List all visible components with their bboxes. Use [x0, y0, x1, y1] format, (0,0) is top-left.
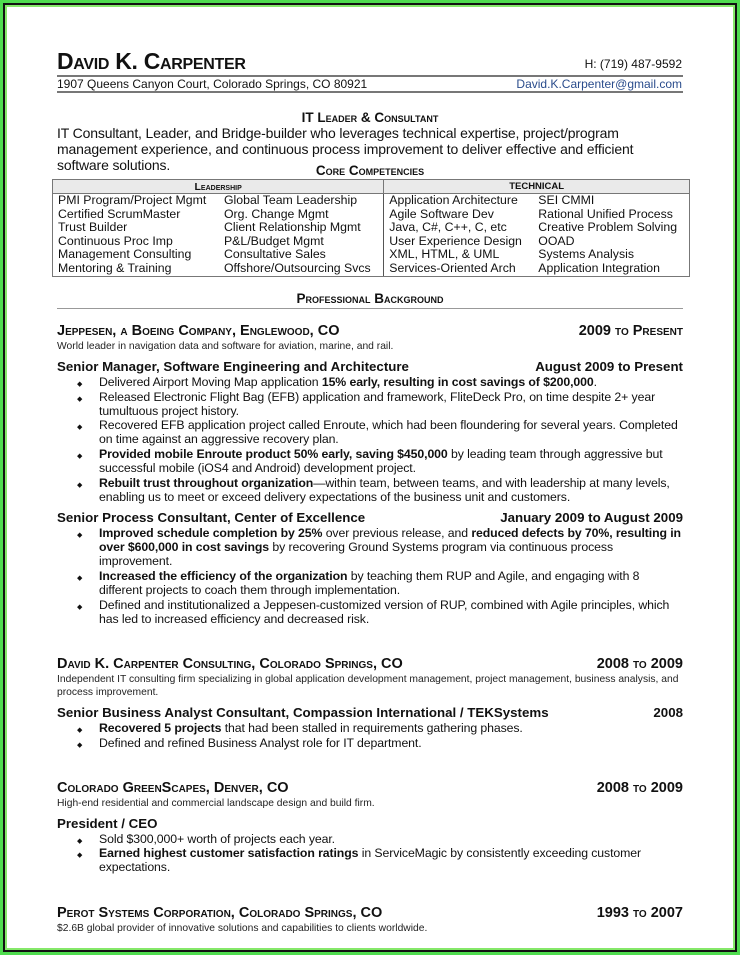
- company-name: Perot Systems Corporation, Colorado Springs, CO: [57, 904, 383, 921]
- role-heading: [57, 816, 683, 832]
- company-name: Jeppesen, a Boeing Company, Englewood, CO: [57, 323, 340, 339]
- bullet-text: Defined and refined Business Analyst role for IT department.: [99, 735, 422, 750]
- competency-item: Certified ScrumMaster: [58, 206, 181, 221]
- bullet-item: [57, 418, 683, 446]
- diamond-bullet-icon: ◆: [77, 741, 83, 749]
- company-dates: 2008 to 2009: [596, 656, 683, 673]
- company-heading: [57, 655, 683, 673]
- bullet-list: [57, 721, 683, 750]
- bullet-text: Delivered Airport Moving Map application: [99, 375, 322, 389]
- competency-item: Management Consulting: [58, 247, 192, 262]
- competency-row: [53, 262, 690, 276]
- role-heading: [57, 359, 683, 375]
- company-name: David K. Carpenter Consulting, Colorado Springs, CO: [57, 656, 403, 673]
- competency-item: Services-Oriented Arch: [384, 262, 534, 276]
- bullet-item: [57, 736, 683, 750]
- bullet-text: Defined and institutionalized a Jeppesen-customized version of RUP, combined with Agile principles, which has led to increased efficiency and decreased risk.: [99, 597, 670, 626]
- bullet-highlight: reduced defects by 70%, resulting in over $600,000 in cost savings: [99, 526, 681, 555]
- role-dates: August 2009 to Present: [535, 359, 683, 374]
- bullet-item: [57, 832, 683, 846]
- competency-item: PMI Program/Project Mgmt: [58, 193, 207, 207]
- competency-item: P&L/Budget Mgmt: [223, 233, 324, 248]
- role-dates: January 2009 to August 2009: [500, 510, 683, 526]
- competency-item: Client Relationship Mgmt: [223, 220, 361, 235]
- bullet-item: [57, 375, 683, 389]
- company-dates: 2008 to 2009: [596, 779, 683, 796]
- phone-number: H: (719) 487-9592: [584, 57, 682, 71]
- bullet-item: [57, 390, 683, 418]
- competency-item: Mentoring & Training: [53, 262, 219, 276]
- company-name: Colorado GreenScapes, Denver, CO: [57, 779, 289, 796]
- bullet-list: [57, 375, 683, 504]
- diamond-bullet-icon: ◆: [77, 603, 83, 611]
- role-heading: [57, 510, 683, 526]
- role-title: Senior Business Analyst Consultant, Compassion International / TEKSystems: [57, 705, 549, 721]
- competency-row: [53, 235, 690, 249]
- company-description: World leader in navigation data and software for aviation, marine, and rail.: [57, 341, 394, 352]
- job-list: [57, 322, 683, 935]
- company-dates: 2009 to Present: [578, 323, 683, 339]
- bullet-text: .: [593, 375, 597, 389]
- diamond-bullet-icon: ◆: [77, 837, 83, 845]
- bullet-text: in ServiceMagic by consistently exceeding customer expectations.: [99, 846, 642, 875]
- competency-row: [53, 221, 690, 235]
- bullet-text: by recovering Ground Systems program via continuous process improvement.: [99, 540, 613, 569]
- competency-item: XML, HTML, & UML: [384, 248, 534, 262]
- competency-item: Global Team Leadership: [223, 193, 358, 207]
- competency-item: Org. Change Mgmt: [223, 206, 329, 221]
- role-heading: [57, 705, 683, 721]
- company-description: Independent IT consulting firm specializing in global application development management, project management, business analysis, and process improvement.: [57, 674, 679, 699]
- competency-item: User Experience Design: [384, 235, 534, 249]
- diamond-bullet-icon: ◆: [77, 395, 83, 403]
- competencies-title: Core Competencies: [315, 163, 425, 178]
- competency-item: Systems Analysis: [538, 247, 634, 262]
- competency-row: [53, 248, 690, 262]
- company-heading: [57, 904, 683, 922]
- bullet-text: Recovered EFB application project called Enroute, which had been floundering for several years. Completed on time against an aggressive recovery plan.: [99, 418, 678, 447]
- bullet-text: —within team, between teams, and with leadership at many levels, enabling us to meet or exceed delivery expectations of the business unit and customers.: [99, 475, 670, 504]
- diamond-bullet-icon: ◆: [77, 727, 83, 735]
- company-dates: 1993 to 2007: [596, 904, 683, 921]
- bullet-item: [57, 846, 683, 874]
- competency-item: Rational Unified Process: [538, 206, 673, 221]
- summary-text: IT Consultant, Leader, and Bridge-builder who leverages technical expertise, project/program management experience, and continuous process improvement to deliver effective and efficient software solutions.: [57, 125, 634, 173]
- background-rule: [57, 308, 683, 309]
- competency-item: Trust Builder: [58, 220, 128, 235]
- bullet-highlight: 15% early, resulting in cost savings of $200,000: [321, 375, 594, 389]
- company-heading: [57, 322, 683, 340]
- competency-item: Consultative Sales: [223, 247, 326, 262]
- competency-item: OOAD: [538, 233, 575, 248]
- bullet-highlight: Rebuilt trust throughout organization: [99, 475, 314, 490]
- bullet-item: [57, 721, 683, 735]
- bullet-text: Sold $300,000+ worth of projects each year.: [99, 831, 335, 846]
- diamond-bullet-icon: ◆: [77, 532, 83, 540]
- role-title: President / CEO: [57, 815, 158, 831]
- role-title: Senior Process Consultant, Center of Excellence: [57, 510, 366, 526]
- bullet-text: by leading team through aggressive but successful mobile (iOS4 and Android) development project.: [99, 446, 663, 476]
- company-heading: [57, 779, 683, 797]
- email-link[interactable]: David.K.Carpenter@gmail.com: [516, 77, 682, 91]
- company-description: $2.6B global provider of innovative solutions and capabilities to clients worldwide.: [57, 922, 428, 934]
- competency-row: [53, 194, 690, 208]
- bullet-highlight: Improved schedule completion by 25%: [99, 526, 323, 541]
- competency-item: Creative Problem Solving: [538, 220, 678, 235]
- competency-item: Application Architecture: [384, 194, 534, 208]
- candidate-name: David K. Carpenter: [57, 48, 246, 74]
- background-title: Professional Background: [296, 291, 444, 306]
- diamond-bullet-icon: ◆: [77, 381, 83, 388]
- competency-item: SEI CMMI: [538, 193, 595, 207]
- summary-title: IT Leader & Consultant: [301, 110, 439, 125]
- competency-item: Agile Software Dev: [384, 208, 534, 222]
- role-dates: 2008: [653, 705, 683, 721]
- bullet-list: [57, 832, 683, 875]
- bullet-text: over previous release, and: [322, 526, 472, 541]
- bullet-text: Released Electronic Flight Bag (EFB) application and framework, FliteDeck Pro, on time despite 2+ year tumultuous project history.: [99, 389, 656, 418]
- diamond-bullet-icon: ◆: [77, 481, 83, 489]
- competency-item: Java, C#, C++, C, etc: [384, 221, 534, 235]
- bullet-highlight: Increased the efficiency of the organization: [99, 568, 348, 583]
- leadership-header: Leadership: [53, 180, 384, 194]
- bullet-text: by teaching them RUP and Agile, and engaging with 8 different projects to coach them through implementation.: [99, 568, 640, 598]
- competencies-table: [52, 179, 690, 277]
- technical-header: TECHNICAL: [384, 180, 690, 194]
- diamond-bullet-icon: ◆: [77, 424, 83, 432]
- bullet-highlight: Provided mobile Enroute product 50% early, saving $450,000: [99, 446, 448, 461]
- bullet-item: [57, 476, 683, 504]
- diamond-bullet-icon: ◆: [77, 852, 83, 860]
- diamond-bullet-icon: ◆: [77, 574, 83, 582]
- bullet-highlight: Recovered 5 projects: [99, 721, 222, 736]
- competency-row: [53, 208, 690, 222]
- bullet-item: [57, 569, 683, 597]
- bullet-item: [57, 598, 683, 626]
- diamond-bullet-icon: ◆: [77, 452, 83, 460]
- address: 1907 Queens Canyon Court, Colorado Springs, CO 80921: [57, 77, 368, 91]
- bullet-text: that had been stalled in requirements gathering phases.: [221, 721, 523, 736]
- bullet-highlight: Earned highest customer satisfaction ratings: [99, 846, 359, 861]
- header-rule-bottom: [57, 91, 683, 93]
- competency-item: Application Integration: [533, 262, 689, 276]
- bullet-item: [57, 526, 683, 569]
- bullet-item: [57, 447, 683, 475]
- company-description: High-end residential and commercial landscape design and build firm.: [57, 797, 375, 809]
- competency-item: Offshore/Outsourcing Svcs: [219, 262, 384, 276]
- bullet-list: [57, 526, 683, 626]
- competency-item: Continuous Proc Imp: [58, 233, 173, 248]
- role-title: Senior Manager, Software Engineering and Architecture: [57, 359, 409, 374]
